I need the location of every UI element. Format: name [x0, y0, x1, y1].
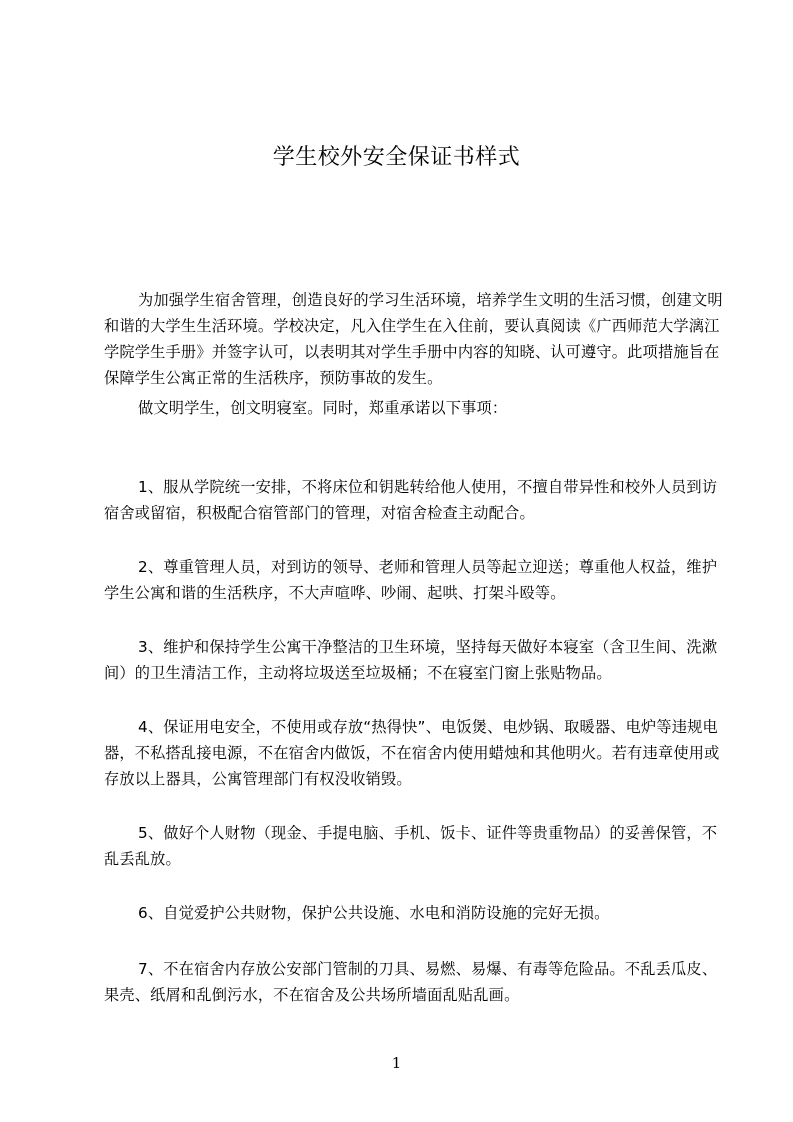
item-paragraph-4 — [104, 714, 724, 792]
item-paragraph-7 — [104, 956, 724, 1008]
document-title: 学生校外安全保证书样式 — [272, 145, 521, 170]
commitment-paragraph — [104, 395, 724, 421]
item-text: 5、做好个人财物（现金、手提电脑、手机、饭卡、证件等贵重物品）的妥善保管，不乱丢乱放。 — [104, 824, 718, 868]
intro-text: 为加强学生宿舍管理，创造良好的学习生活环境，培养学生文明的生活习惯，创建文明和谐的大学生生活环境。学校决定，凡入住学生在入住前，要认真阅读《广西师范大学漓江学院学生手册》并签字认可，以表明其对学生手册中内容的知晓、认可遵守。此项措施旨在保障学生公寓正常的生活秩序，预防事故的发生。 — [104, 291, 723, 387]
page-number: 1 — [391, 1054, 402, 1072]
item-text: 3、维护和保持学生公寓干净整洁的卫生环境，坚持每天做好本寝室（含卫生间、洗漱间）的卫生清洁工作，主动将垃圾送至垃圾桶；不在寝室门窗上张贴物品。 — [104, 638, 718, 682]
item-paragraph-3 — [104, 634, 724, 686]
item-paragraph-1 — [104, 474, 724, 526]
item-paragraph-2 — [104, 554, 724, 606]
item-paragraph-5 — [104, 820, 724, 872]
item-text: 2、尊重管理人员，对到访的领导、老师和管理人员等起立迎送；尊重他人权益，维护学生公寓和谐的生活秩序，不大声喧哗、吵闹、起哄、打架斗殴等。 — [104, 558, 718, 602]
item-paragraph-6 — [104, 900, 724, 926]
intro-paragraph — [104, 287, 724, 391]
item-text: 4、保证用电安全，不使用或存放“热得快”、电饭煲、电炒锅、取暖器、电炉等违规电器，不私搭乱接电源，不在宿舍内做饭，不在宿舍内使用蜡烛和其他明火。若有违章使用或存放以上器具，公寓管理部门有权没收销毁。 — [104, 718, 720, 788]
commitment-text: 做文明学生，创文明寝室。同时，郑重承诺以下事项： — [138, 399, 508, 417]
item-text: 1、服从学院统一安排，不将床位和钥匙转给他人使用，不擅自带异性和校外人员到访宿舍或留宿，积极配合宿管部门的管理，对宿舍检查主动配合。 — [104, 478, 718, 522]
item-text: 6、自觉爱护公共财物，保护公共设施、水电和消防设施的完好无损。 — [138, 904, 610, 922]
item-text: 7、不在宿舍内存放公安部门管制的刀具、易燃、易爆、有毒等危险品。不乱丢瓜皮、果壳、纸屑和乱倒污水，不在宿舍及公共场所墙面乱贴乱画。 — [104, 960, 718, 1004]
